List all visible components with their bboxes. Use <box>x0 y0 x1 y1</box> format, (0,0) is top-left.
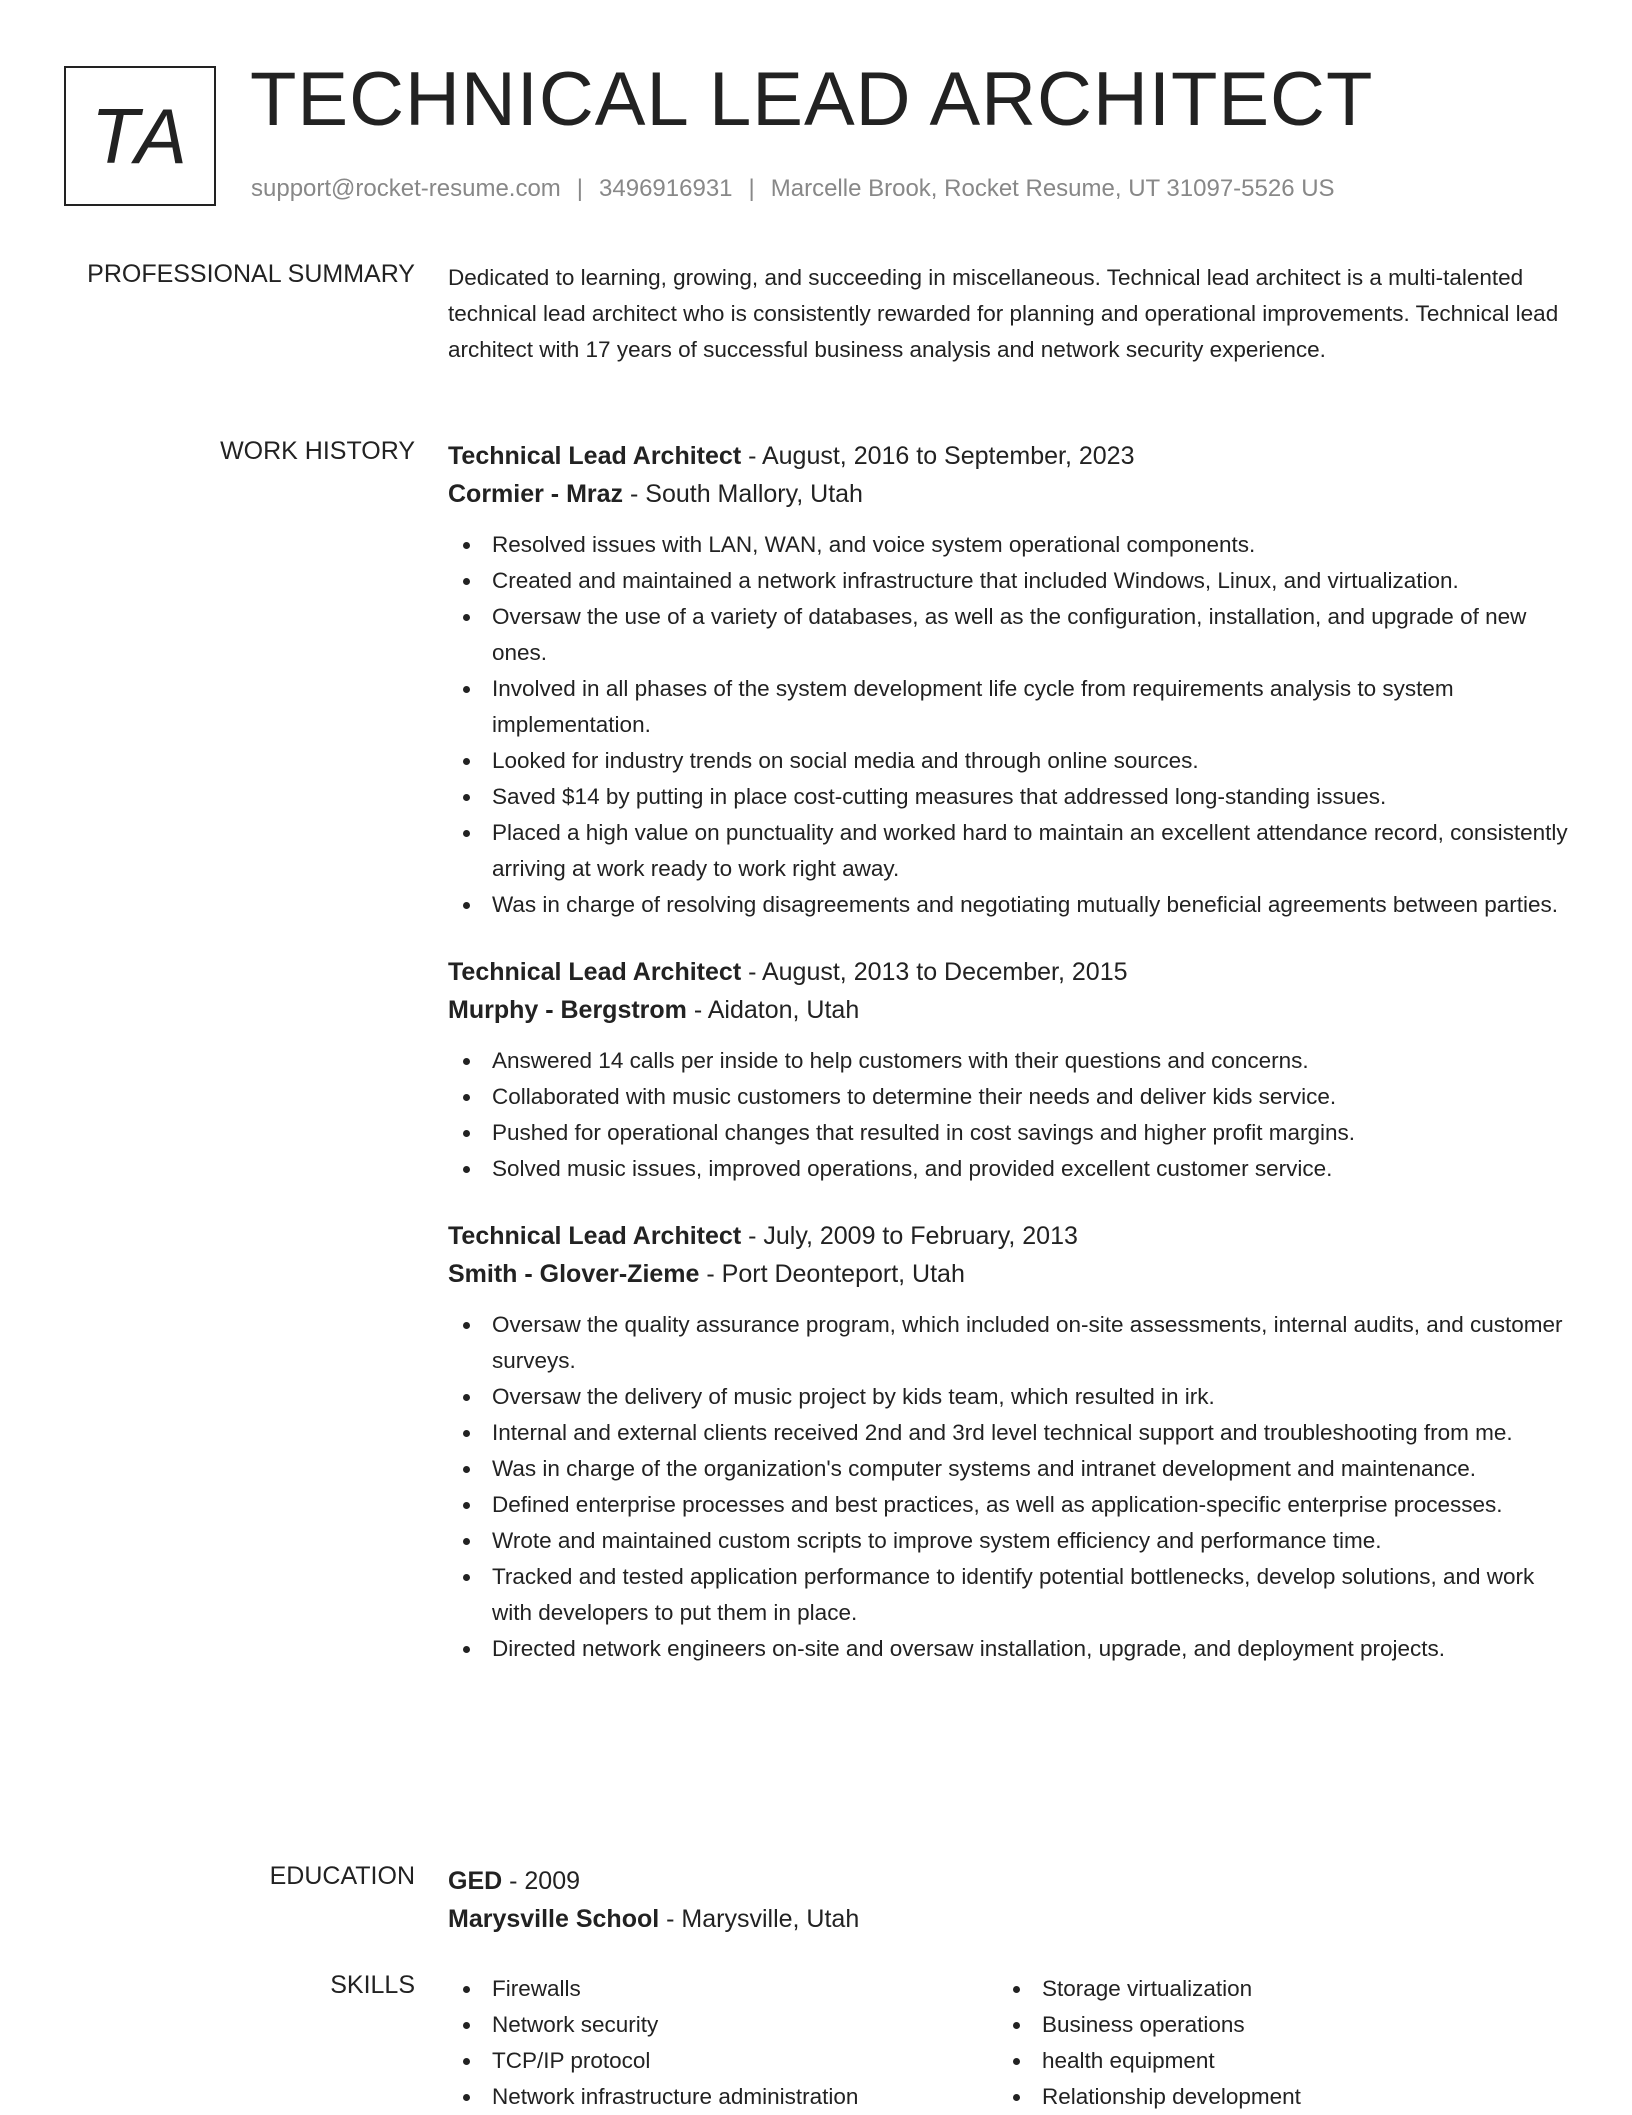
skill-item: TCP/IP protocol <box>448 2043 998 2079</box>
contact-address: Marcelle Brook, Rocket Resume, UT 31097-5526 US <box>770 175 1335 202</box>
job-dates: - July, 2009 to February, 2013 <box>741 1222 1078 1250</box>
monogram-badge: TA <box>64 66 216 206</box>
job-bullet: Answered 14 calls per inside to help customers with their questions and concerns. <box>448 1043 1568 1079</box>
education-location: - Marysville, Utah <box>659 1905 860 1933</box>
job-bullet: Directed network engineers on-site and oversaw installation, upgrade, and deployment projects. <box>448 1631 1568 1667</box>
job-bullet-list <box>448 1043 1568 1187</box>
job-company: Murphy - Bergstrom <box>448 996 687 1024</box>
job-bullet: Created and maintained a network infrastructure that included Windows, Linux, and virtualization. <box>448 563 1568 599</box>
job-bullet: Oversaw the use of a variety of databases, as well as the configuration, installation, and upgrade of new ones. <box>448 599 1568 671</box>
job-bullet: Collaborated with music customers to determine their needs and deliver kids service. <box>448 1079 1568 1115</box>
job-bullet: Was in charge of the organization's computer systems and intranet development and maintenance. <box>448 1451 1568 1487</box>
skill-item: Network infrastructure administration <box>448 2079 998 2115</box>
job-bullet: Saved $14 by putting in place cost-cutting measures that addressed long-standing issues. <box>448 779 1568 815</box>
summary-heading: PROFESSIONAL SUMMARY <box>87 260 415 288</box>
education-school-line <box>448 1900 1568 1938</box>
job-dates: - August, 2013 to December, 2015 <box>741 958 1128 986</box>
job-dates: - August, 2016 to September, 2023 <box>741 442 1135 470</box>
work-history-list <box>448 437 1568 1697</box>
job-bullet: Was in charge of resolving disagreements and negotiating mutually beneficial agreements between parties. <box>448 887 1568 923</box>
job-location: - Port Deonteport, Utah <box>699 1260 965 1288</box>
contact-line <box>251 175 1335 203</box>
contact-email: support@rocket-resume.com <box>251 175 561 202</box>
job-bullet: Oversaw the delivery of music project by kids team, which resulted in irk. <box>448 1379 1568 1415</box>
job-bullet-list <box>448 527 1568 923</box>
job-bullet: Internal and external clients received 2nd and 3rd level technical support and troubleshooting from me. <box>448 1415 1568 1451</box>
job-company-line <box>448 475 1568 513</box>
job-bullet: Pushed for operational changes that resulted in cost savings and higher profit margins. <box>448 1115 1568 1151</box>
resume-header <box>0 0 1632 230</box>
job-company-line <box>448 1255 1568 1293</box>
job-bullet: Solved music issues, improved operations, and provided excellent customer service. <box>448 1151 1568 1187</box>
skill-item: Firewalls <box>448 1971 998 2007</box>
job-bullet: Resolved issues with LAN, WAN, and voice system operational components. <box>448 527 1568 563</box>
job-bullet: Involved in all phases of the system development life cycle from requirements analysis to system implementation. <box>448 671 1568 743</box>
education-degree: GED <box>448 1867 503 1895</box>
job-bullet: Tracked and tested application performance to identify potential bottlenecks, develop solutions, and work with developers to put them in place. <box>448 1559 1568 1631</box>
job-bullet: Oversaw the quality assurance program, which included on-site assessments, internal audits, and customer surveys. <box>448 1307 1568 1379</box>
job-title-line <box>448 953 1568 991</box>
job-bullet: Defined enterprise processes and best practices, as well as application-specific enterprise processes. <box>448 1487 1568 1523</box>
summary-text: Dedicated to learning, growing, and succeeding in miscellaneous. Technical lead architect is a multi-talented technical lead architect who is consistently rewarded for planning and operational improvements. Technical lead architect with 17 years of successful business analysis and network security experience. <box>448 265 1559 362</box>
job-title-line <box>448 437 1568 475</box>
skills-list-left <box>448 1971 998 2115</box>
job-title-line <box>448 1217 1568 1255</box>
job-company: Smith - Glover-Zieme <box>448 1260 700 1288</box>
skill-item: Network security <box>448 2007 998 2043</box>
job-company: Cormier - Mraz <box>448 480 624 508</box>
education-year: - 2009 <box>502 1867 581 1895</box>
contact-separator: | <box>748 175 755 202</box>
job-bullet: Placed a high value on punctuality and worked hard to maintain an excellent attendance record, consistently arriving at work ready to work right away. <box>448 815 1568 887</box>
candidate-name: TECHNICAL LEAD ARCHITECT <box>250 57 1374 142</box>
education-school: Marysville School <box>448 1905 660 1933</box>
education-degree-line <box>448 1862 1568 1900</box>
contact-separator: | <box>576 175 584 202</box>
skills-heading: SKILLS <box>330 1971 415 1999</box>
contact-phone: 3496916931 <box>599 175 733 202</box>
skill-item: health equipment <box>998 2043 1548 2079</box>
job-bullet: Wrote and maintained custom scripts to improve system efficiency and performance time. <box>448 1523 1568 1559</box>
job-entry <box>448 437 1568 923</box>
skill-item: Relationship development <box>998 2079 1548 2115</box>
job-entry <box>448 1217 1568 1667</box>
skill-item: Business operations <box>998 2007 1548 2043</box>
job-title: Technical Lead Architect <box>448 958 742 986</box>
job-location: - Aidaton, Utah <box>686 996 860 1024</box>
job-entry <box>448 953 1568 1187</box>
job-location: - South Mallory, Utah <box>623 480 863 508</box>
skill-item: Storage virtualization <box>998 1971 1548 2007</box>
skills-list-right <box>998 1971 1548 2115</box>
job-title: Technical Lead Architect <box>448 442 742 470</box>
job-title: Technical Lead Architect <box>448 1222 742 1250</box>
job-bullet: Looked for industry trends on social media and through online sources. <box>448 743 1568 779</box>
work-history-heading: WORK HISTORY <box>220 437 415 465</box>
job-company-line <box>448 991 1568 1029</box>
job-bullet-list <box>448 1307 1568 1667</box>
education-heading: EDUCATION <box>269 1862 415 1890</box>
